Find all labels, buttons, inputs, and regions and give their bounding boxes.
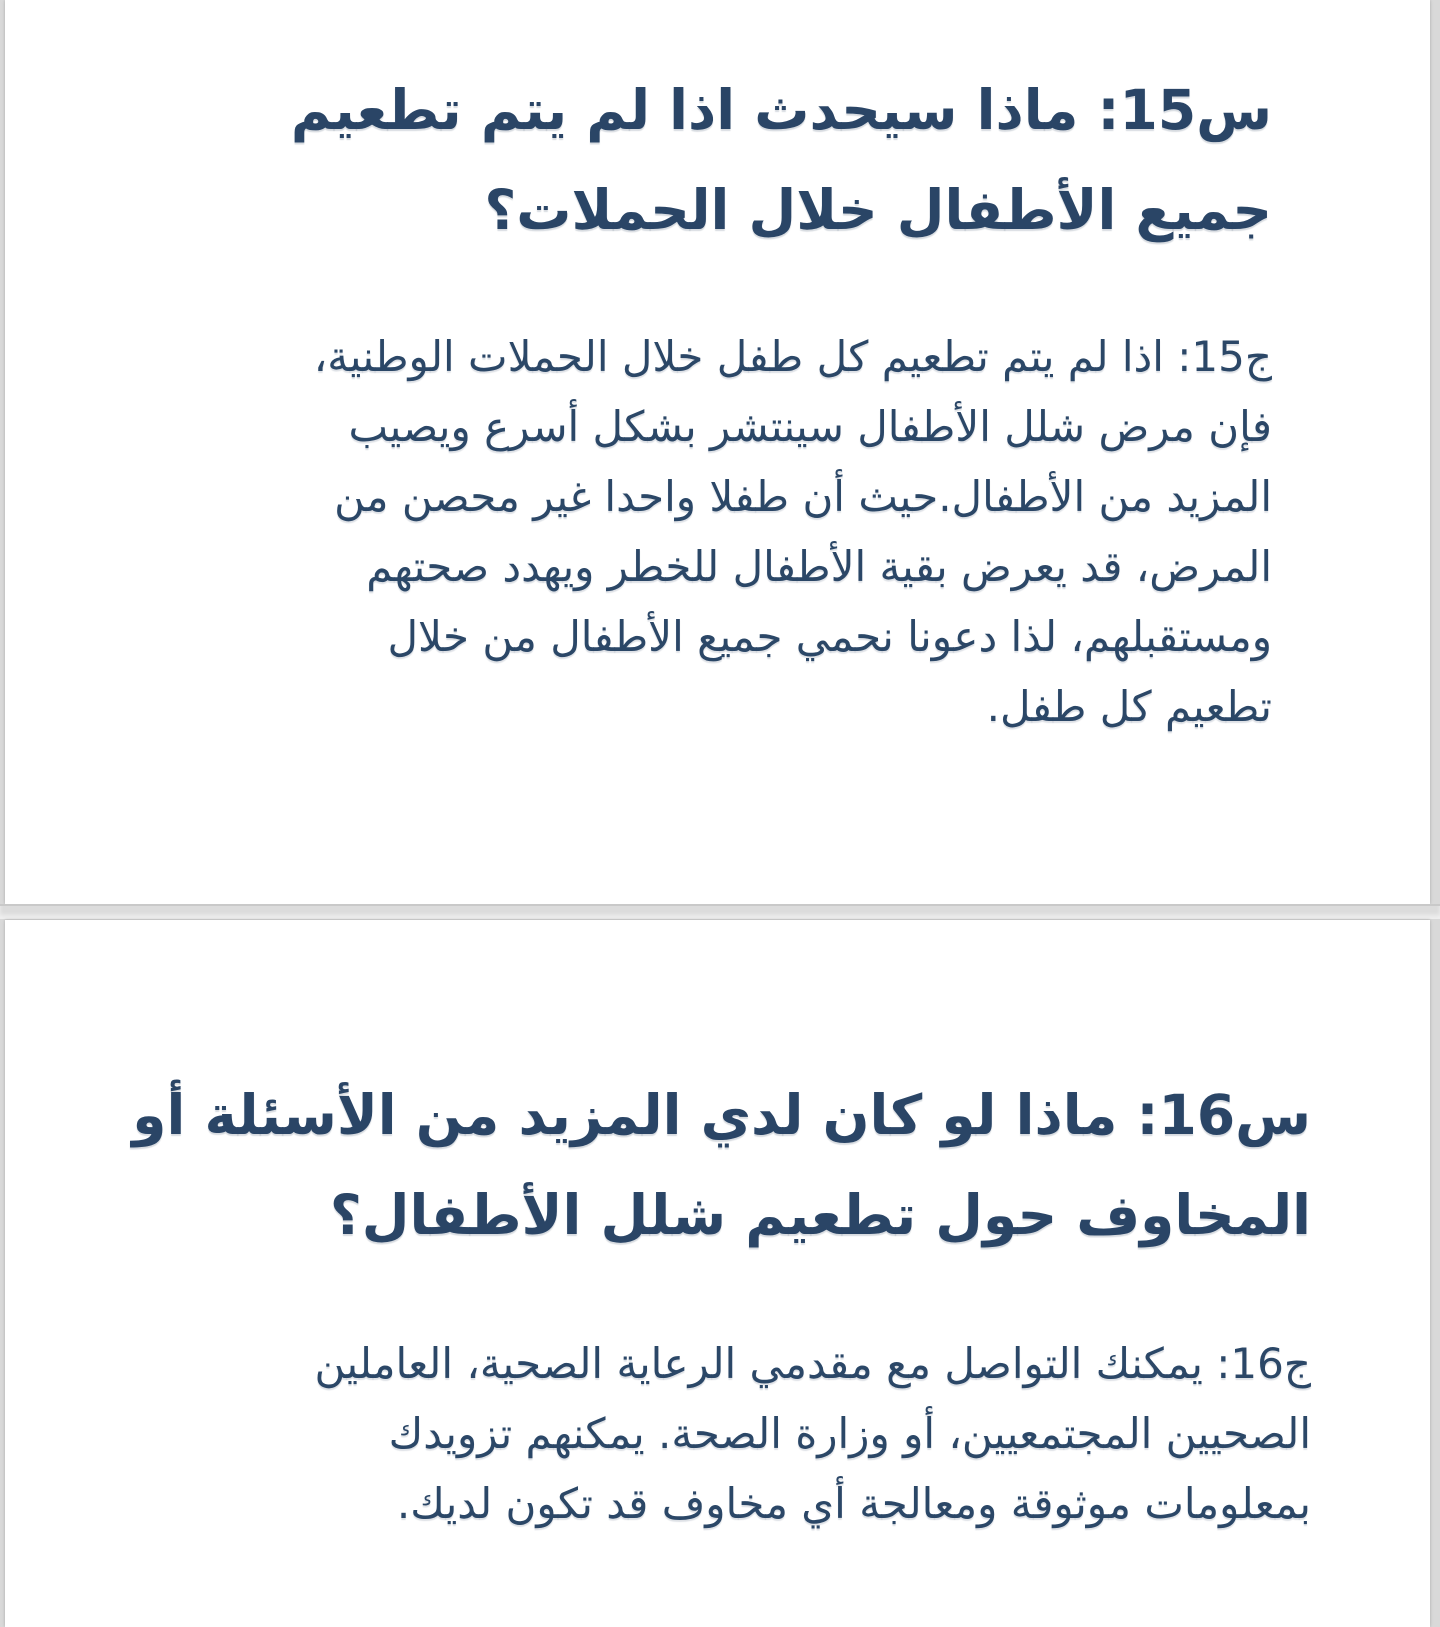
answer-15-line-4: المرض، قد يعرض بقية الأطفال للخطر ويهدد صحتهم bbox=[366, 542, 1272, 591]
page-separator bbox=[0, 904, 1440, 920]
faq-page-q16 bbox=[5, 920, 1430, 1627]
answer-15-line-2: فإن مرض شلل الأطفال سينتشر بشكل أسرع ويصيب bbox=[348, 402, 1272, 451]
question-15-heading bbox=[45, 60, 1272, 260]
answer-16-paragraph bbox=[45, 1329, 1311, 1539]
answer-16-line-3: بمعلومات موثوقة ومعالجة أي مخاوف قد تكون لديك. bbox=[396, 1479, 1311, 1528]
answer-15-line-3: المزيد من الأطفال.حيث أن طفلا واحدا غير محصن من bbox=[334, 472, 1272, 521]
answer-15-paragraph bbox=[45, 322, 1272, 742]
question-16-heading bbox=[45, 1065, 1311, 1265]
faq-page-q15 bbox=[5, 0, 1430, 904]
question-16-line-2: المخاوف حول تطعيم شلل الأطفال؟ bbox=[329, 1183, 1311, 1247]
question-15-line-1: س15: ماذا سيحدث اذا لم يتم تطعيم bbox=[290, 78, 1272, 142]
answer-16-line-2: الصحيين المجتمعيين، أو وزارة الصحة. يمكنهم تزويدك bbox=[388, 1409, 1311, 1458]
question-15-line-2: جميع الأطفال خلال الحملات؟ bbox=[484, 178, 1272, 242]
answer-15-line-1: ج15: اذا لم يتم تطعيم كل طفل خلال الحملات الوطنية، bbox=[313, 332, 1272, 381]
answer-15-line-6: تطعيم كل طفل. bbox=[986, 682, 1272, 731]
answer-16-line-1: ج16: يمكنك التواصل مع مقدمي الرعاية الصحية، العاملين bbox=[314, 1339, 1311, 1388]
question-16-line-1: س16: ماذا لو كان لدي المزيد من الأسئلة أو bbox=[132, 1083, 1311, 1147]
answer-15-line-5: ومستقبلهم، لذا دعونا نحمي جميع الأطفال من خلال bbox=[387, 612, 1272, 661]
